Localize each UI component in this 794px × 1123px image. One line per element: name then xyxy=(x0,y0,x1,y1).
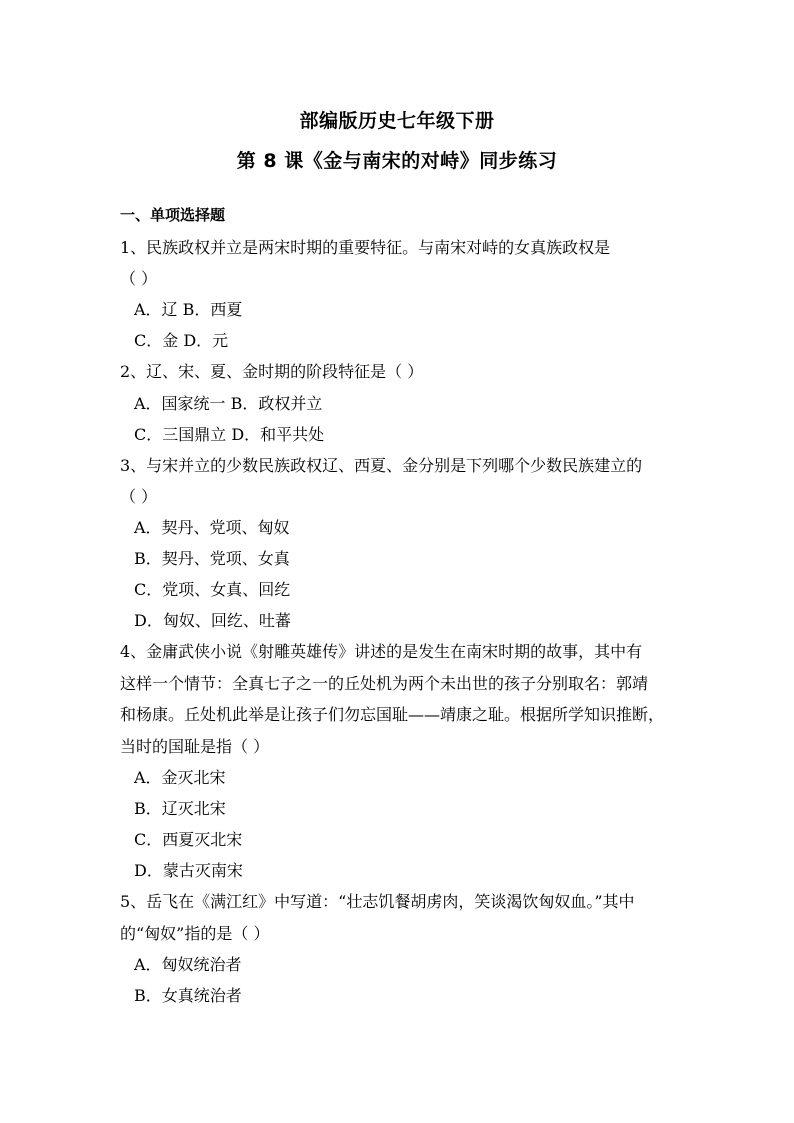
section-heading: 一、单项选择题 xyxy=(120,206,226,224)
question-3-option-b: B．契丹、党项、女真 xyxy=(134,549,290,568)
question-1-stem: 1、民族政权并立是两宋时期的重要特征。与南宋对峙的女真族政权是 xyxy=(120,238,611,257)
question-1-options-cd: C．金 D．元 xyxy=(134,331,229,350)
question-3-blank: （ ） xyxy=(120,487,158,506)
question-1-options-ab: A．辽 B．西夏 xyxy=(134,300,243,319)
question-2-stem: 2、辽、宋、夏、金时期的阶段特征是（ ） xyxy=(120,362,424,381)
question-4-option-a: A．金灭北宋 xyxy=(134,768,226,787)
question-4-option-b: B．辽灭北宋 xyxy=(134,799,226,818)
question-3-option-c: C．党项、女真、回纥 xyxy=(134,580,291,599)
question-2-options-cd: C．三国鼎立 D．和平共处 xyxy=(134,425,325,444)
question-5-stem-line-2: 的“匈奴”指的是（ ） xyxy=(120,924,270,943)
question-4-option-c: C．西夏灭北宋 xyxy=(134,830,243,849)
lesson-title: 第 8 课《金与南宋的对峙》同步练习 xyxy=(236,150,558,172)
question-2-options-ab: A．国家统一 B．政权并立 xyxy=(134,394,323,413)
document-title: 部编版历史七年级下册 xyxy=(299,110,495,132)
question-4-stem-line-3: 和杨康。丘处机此举是让孩子们勿忘国耻——靖康之耻。根据所学知识推断， xyxy=(120,705,665,724)
question-5-option-a: A．匈奴统治者 xyxy=(134,955,242,974)
question-3-stem: 3、与宋并立的少数民族政权辽、西夏、金分别是下列哪个少数民族建立的 xyxy=(120,456,643,475)
question-3-option-a: A．契丹、党项、匈奴 xyxy=(134,518,290,537)
question-4-stem-line-2: 这样一个情节：全真七子之一的丘处机为两个未出世的孩子分别取名：郭靖 xyxy=(120,674,649,693)
question-4-stem-line-4: 当时的国耻是指（ ） xyxy=(120,737,270,756)
question-4-stem-line-1: 4、金庸武侠小说《射雕英雄传》讲述的是发生在南宋时期的故事，其中有 xyxy=(120,642,643,661)
question-4-option-d: D．蒙古灭南宋 xyxy=(134,861,243,880)
question-5-stem-line-1: 5、岳飞在《满江红》中写道：“壮志饥餐胡虏肉，笑谈渴饮匈奴血。”其中 xyxy=(120,892,635,911)
question-5-option-b: B．女真统治者 xyxy=(134,986,242,1005)
question-3-option-d: D．匈奴、回纥、吐蕃 xyxy=(134,611,291,630)
question-1-blank: （ ） xyxy=(120,269,158,288)
